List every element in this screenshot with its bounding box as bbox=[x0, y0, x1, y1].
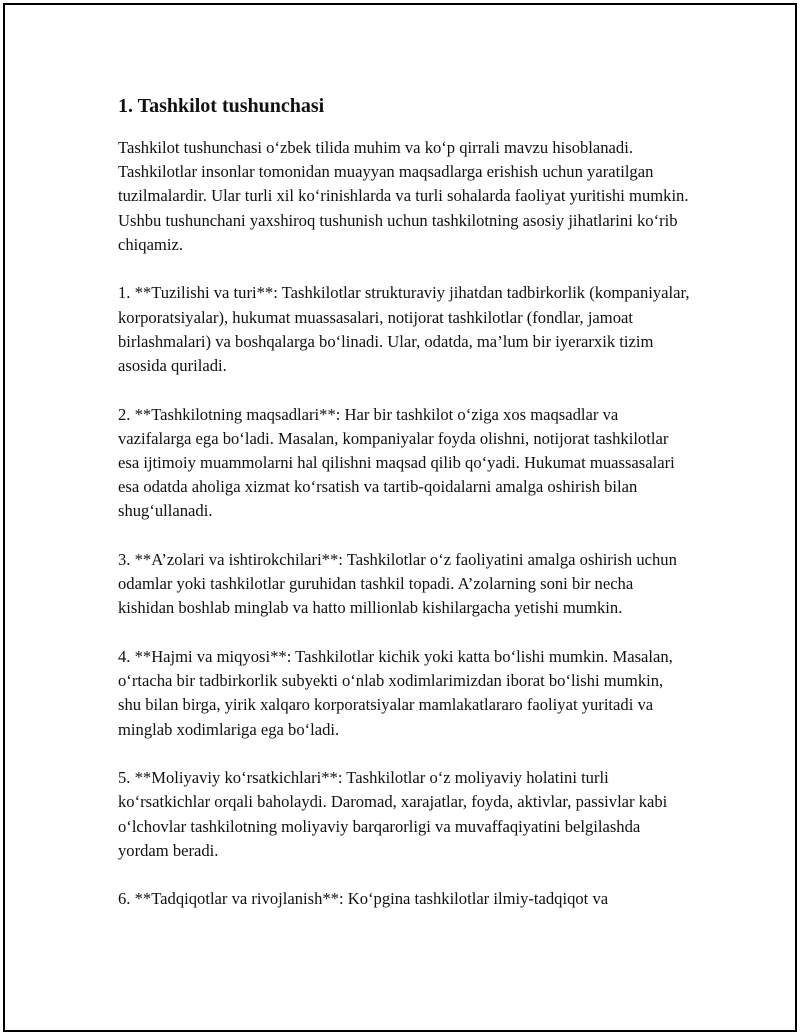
paragraph-research-development: 6. **Tadqiqotlar va rivojlanish**: Ko‘pgina tashkilotlar ilmiy-tadqiqot va bbox=[118, 889, 609, 909]
paragraph-size-scale: 4. **Hajmi va miqyosi**: Tashkilotlar kichik yoki katta bo‘lishi mumkin. Masalan, o‘rtacha bir tadbirkorlik subyekti o‘nlab xodimlarimizdan iborat bo‘lishi mumkin, shu bilan birga, yirik xalqaro korporatsiyalar mamlakatlararo faoliyat yuritadi va minglab xodimlariga ega bo‘ladi. bbox=[118, 647, 673, 739]
section-heading: 1. Tashkilot tushunchasi bbox=[118, 95, 325, 117]
paragraph-structure-type: 1. **Tuzilishi va turi**: Tashkilotlar strukturaviy jihatdan tadbirkorlik (kompaniyalar, korporatsiyalar), hukumat muassasalari, notijorat tashkilotlar (fondlar, jamoat birlashmalari) va boshqalarga bo‘linadi. Ular, odatda, ma’lum bir iyerarxik tizim asosida quriladi. bbox=[118, 283, 690, 376]
document-body bbox=[118, 93, 690, 936]
intro-paragraph: Tashkilot tushunchasi o‘zbek tilida muhim va ko‘p qirrali mavzu hisoblanadi. Tashkilotlar insonlar tomonidan muayyan maqsadlarga erishish uchun yaratilgan tuzilmalardir. Ular turli xil ko‘rinishlarda va turli sohalarda faoliyat yuritishi mumkin. Ushbu tushunchani yaxshiroq tushunish uchun tashkilotning asosiy jihatlarini ko‘rib chiqamiz. bbox=[118, 138, 689, 254]
paragraph-members: 3. **A’zolari va ishtirokchilari**: Tashkilotlar o‘z faoliyatini amalga oshirish uchun odamlar yoki tashkilotlar guruhidan tashkil topadi. A’zolarning soni bir necha kishidan boshlab minglab va hatto millionlab kishilargacha yetishi mumkin. bbox=[118, 550, 677, 618]
paragraph-financial-indicators: 5. **Moliyaviy ko‘rsatkichlari**: Tashkilotlar o‘z moliyaviy holatini turli ko‘rsatkichlar orqali baholaydi. Daromad, xarajatlar, foyda, aktivlar, passivlar kabi o‘lchovlar tashkilotning moliyaviy barqarorligi va muvaffaqiyatini belgilashda yordam beradi. bbox=[118, 768, 668, 860]
paragraph-goals: 2. **Tashkilotning maqsadlari**: Har bir tashkilot o‘ziga xos maqsadlar va vazifalarga ega bo‘ladi. Masalan, kompaniyalar foyda olishni, notijorat tashkilotlar esa ijtimoiy muammolarni hal qilishni maqsad qilib qo‘yadi. Hukumat muassasalari esa odatda aholiga xizmat ko‘rsatish va tartib-qoidalarni amalga oshirish bilan shug‘ullanadi. bbox=[118, 404, 675, 521]
